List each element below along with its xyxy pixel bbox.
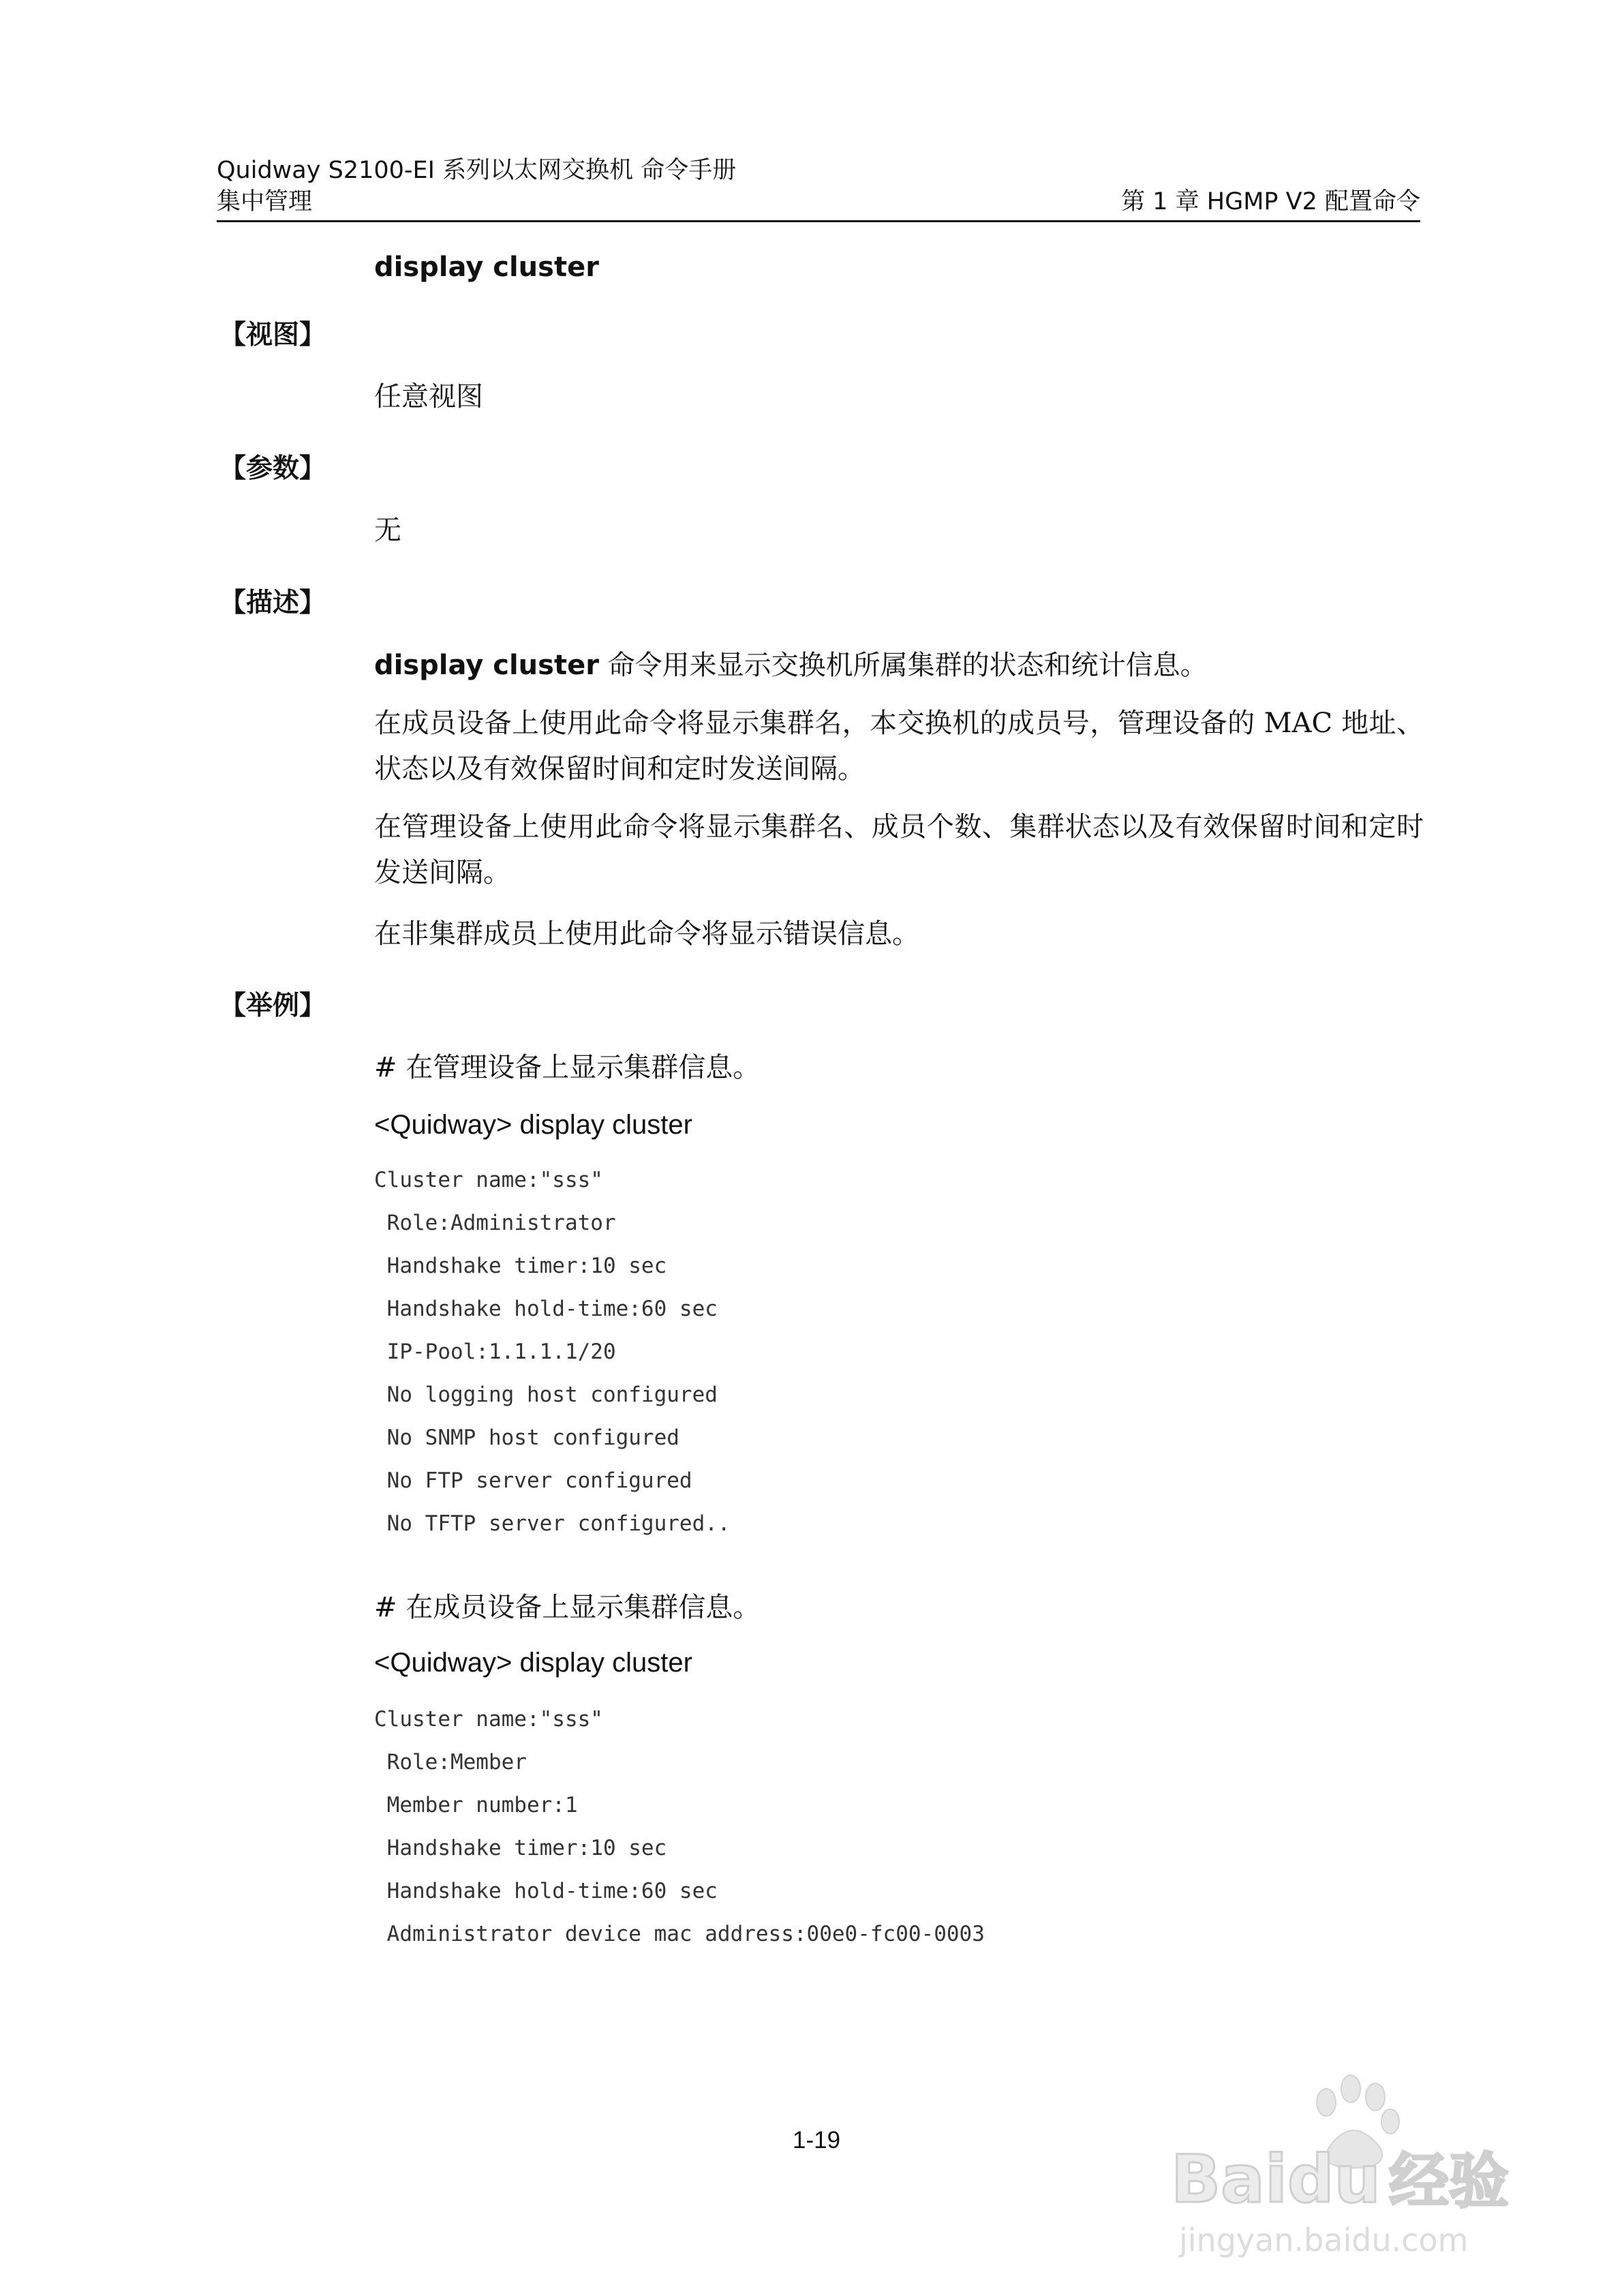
code-line: Cluster name:"sss" (374, 1707, 603, 1732)
code-line: Handshake timer:10 sec (374, 1254, 667, 1278)
code-line: Role:Member (374, 1750, 527, 1774)
section-params-text: 无 (374, 515, 401, 546)
description-paragraph-4: 在非集群成员上使用此命令将显示错误信息。 (374, 918, 919, 950)
example-1-comment: # 在管理设备上显示集群信息。 (374, 1052, 761, 1083)
watermark-product: 经验 (1389, 2146, 1510, 2216)
code-line: IP-Pool:1.1.1.1/20 (374, 1340, 616, 1364)
code-line: Handshake timer:10 sec (374, 1836, 667, 1860)
code-line: Cluster name:"sss" (374, 1168, 603, 1192)
section-example-label: 【举例】 (219, 991, 326, 1021)
code-line: Administrator device mac address:00e0-fc00-0003 (374, 1922, 985, 1946)
code-line: No FTP server configured (374, 1468, 692, 1493)
description-paragraph-1 (374, 648, 1208, 682)
book-title: Quidway S2100-EI 系列以太网交换机 命令手册 (217, 157, 737, 184)
part-title: 集中管理 (217, 188, 313, 215)
header-rule (217, 220, 1420, 222)
section-description-label: 【描述】 (219, 588, 326, 618)
code-line: No SNMP host configured (374, 1425, 679, 1450)
baidu-jingyan-watermark (1159, 2059, 1540, 2263)
description-text: 命令用来显示交换机所属集群的状态和统计信息。 (598, 650, 1208, 681)
command-title: display cluster (374, 252, 599, 283)
section-view-text: 任意视图 (374, 381, 483, 412)
code-line: Member number:1 (374, 1793, 578, 1817)
example-2-comment: # 在成员设备上显示集群信息。 (374, 1592, 761, 1623)
watermark-brand: Baidu (1171, 2141, 1381, 2218)
code-line: No logging host configured (374, 1383, 718, 1407)
description-paragraph-3: 在管理设备上使用此命令将显示集群名、成员个数、集群状态以及有效保留时间和定时发送间隔。 (374, 811, 1424, 888)
description-command: display cluster (374, 650, 599, 681)
code-line: Handshake hold-time:60 sec (374, 1297, 718, 1321)
example-1-output (374, 1166, 731, 1537)
section-params-label: 【参数】 (219, 453, 326, 484)
section-view-label: 【视图】 (219, 320, 326, 350)
code-line: Role:Administrator (374, 1211, 616, 1235)
page-number: 1-19 (793, 2127, 841, 2154)
example-2-output (374, 1706, 985, 1948)
example-2-prompt: <Quidway> display cluster (374, 1648, 692, 1678)
code-line: No TFTP server configured.. (374, 1511, 731, 1536)
description-paragraph-2: 在成员设备上使用此命令将显示集群名，本交换机的成员号，管理设备的 MAC 地址、状态以及有效保留时间和定时发送间隔。 (374, 708, 1424, 785)
code-line: Handshake hold-time:60 sec (374, 1879, 718, 1903)
chapter-title: 第 1 章 HGMP V2 配置命令 (1121, 188, 1420, 215)
example-1-prompt: <Quidway> display cluster (374, 1110, 692, 1140)
watermark-url: jingyan.baidu.com (1179, 2222, 1469, 2259)
